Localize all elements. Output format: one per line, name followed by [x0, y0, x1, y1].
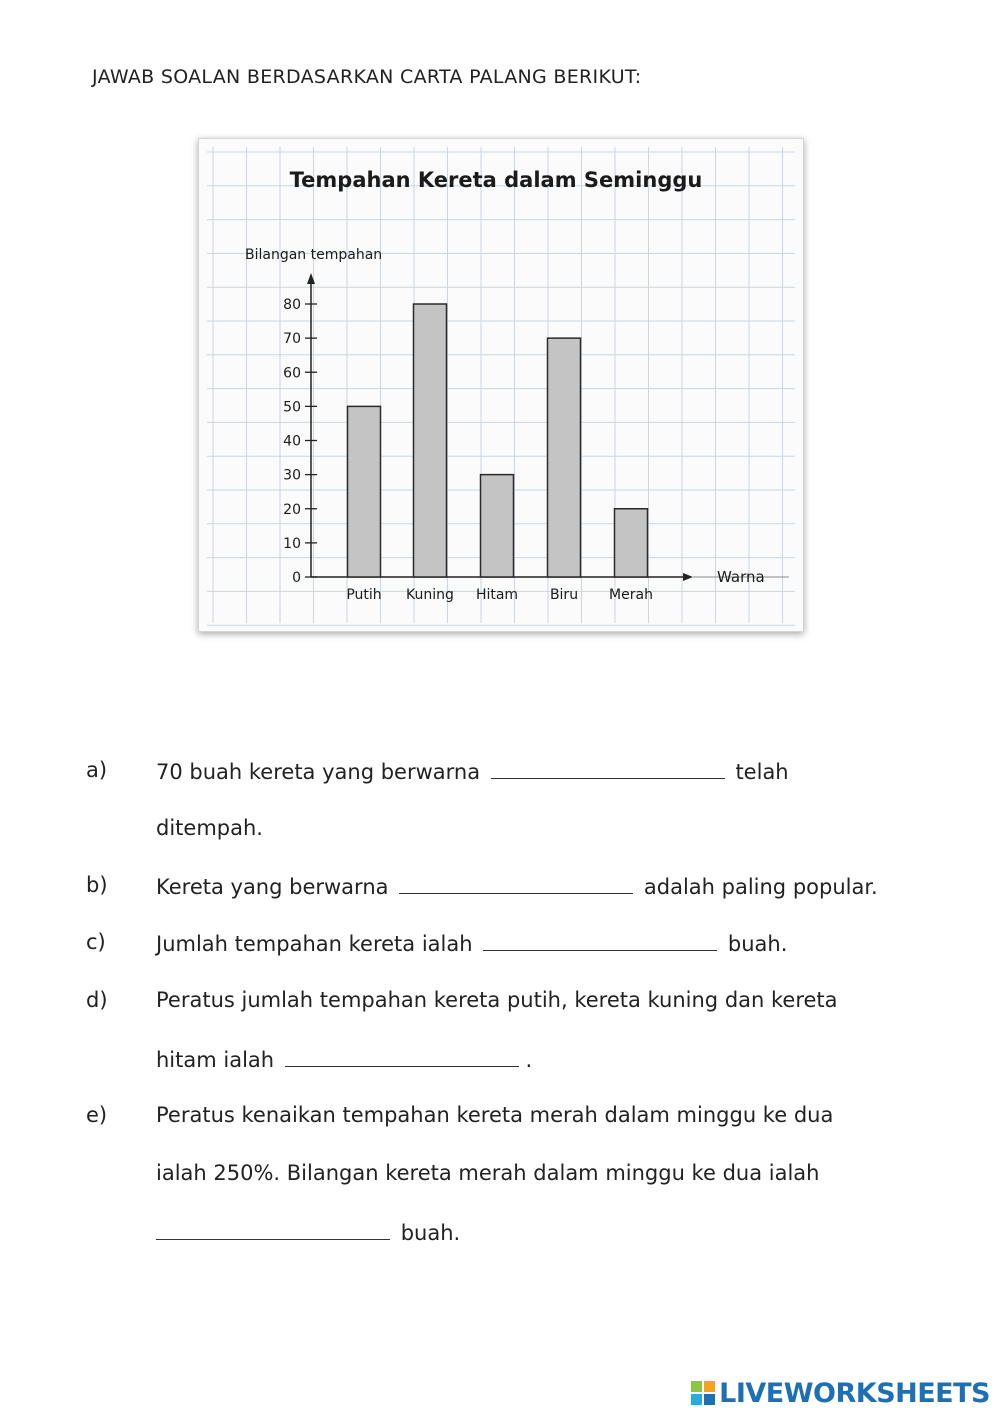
bar-chart: [198, 138, 804, 632]
x-tick-label: Putih: [346, 587, 382, 603]
liveworksheets-brand[interactable]: [691, 1376, 990, 1410]
bar-putih: [348, 406, 381, 577]
y-tick-label: 60: [283, 365, 301, 382]
question-a-text-2: telah: [735, 760, 789, 784]
question-e-text-1: Peratus kenaikan tempahan kereta merah dalam minggu ke dua: [156, 1103, 834, 1127]
question-b-blank[interactable]: [399, 873, 633, 894]
x-tick-label: Hitam: [475, 587, 519, 603]
question-d-blank[interactable]: [285, 1046, 519, 1067]
question-e-text-2: ialah 250%. Bilangan kereta merah dalam minggu ke dua ialah: [156, 1161, 820, 1185]
y-tick-label: 80: [283, 297, 301, 313]
question-c-line-1: [156, 930, 787, 956]
y-tick-label: 70: [283, 331, 301, 348]
x-axis-arrow-icon: [683, 573, 693, 581]
bar-kuning: [414, 304, 447, 577]
question-a-line-1: [156, 758, 789, 784]
bar-merah: [615, 509, 648, 577]
y-tick-label: 40: [283, 433, 301, 450]
x-tick-label: Kuning: [406, 587, 454, 603]
bar-biru: [548, 338, 581, 577]
y-tick-label: 30: [283, 467, 301, 484]
x-axis-label: Warna: [717, 568, 765, 586]
question-b-text-1: Kereta yang berwarna: [156, 875, 389, 899]
question-a-text-1: 70 buah kereta yang berwarna: [156, 760, 481, 784]
question-d-line-2: [156, 1046, 532, 1072]
question-a-label: a): [86, 758, 108, 782]
y-tick-label: 20: [283, 501, 301, 518]
y-tick-label: 50: [283, 399, 301, 416]
question-c-text-2: buah.: [727, 932, 788, 956]
question-d-text-3: .: [525, 1048, 533, 1072]
question-b-text-2: adalah paling popular.: [643, 875, 878, 899]
question-e-blank[interactable]: [156, 1219, 390, 1240]
bar-hitam: [481, 475, 514, 577]
brand-text: LIVEWORKSHEETS: [719, 1377, 990, 1409]
instruction-text: JAWAB SOALAN BERDASARKAN CARTA PALANG BERIKUT:: [92, 66, 642, 88]
question-d-text-2: hitam ialah: [156, 1048, 275, 1072]
question-c-text-1: Jumlah tempahan kereta ialah: [156, 932, 473, 956]
question-d-label: d): [86, 988, 108, 1012]
x-tick-label: Biru: [549, 587, 579, 603]
question-a-text-3: ditempah.: [156, 816, 263, 840]
question-c-blank[interactable]: [483, 930, 717, 951]
question-e-text-3: buah.: [400, 1221, 461, 1245]
y-axis-label: Bilangan tempahan: [245, 247, 383, 263]
question-d-text-1: Peratus jumlah tempahan kereta putih, kereta kuning dan kereta: [156, 988, 838, 1012]
chart-title: Tempahan Kereta dalam Seminggu: [289, 168, 703, 192]
question-e-line-3: [156, 1219, 460, 1245]
question-e-label: e): [86, 1103, 108, 1127]
x-tick-label: Merah: [609, 587, 653, 603]
question-c-label: c): [86, 930, 106, 954]
question-b-label: b): [86, 873, 108, 897]
y-tick-label: 0: [292, 570, 301, 586]
question-b-line-1: [156, 873, 878, 899]
question-a-blank[interactable]: [491, 758, 725, 779]
y-tick-label: 10: [283, 535, 301, 552]
liveworksheets-logo-icon: [691, 1381, 715, 1405]
bar-chart-svg: [199, 139, 803, 631]
